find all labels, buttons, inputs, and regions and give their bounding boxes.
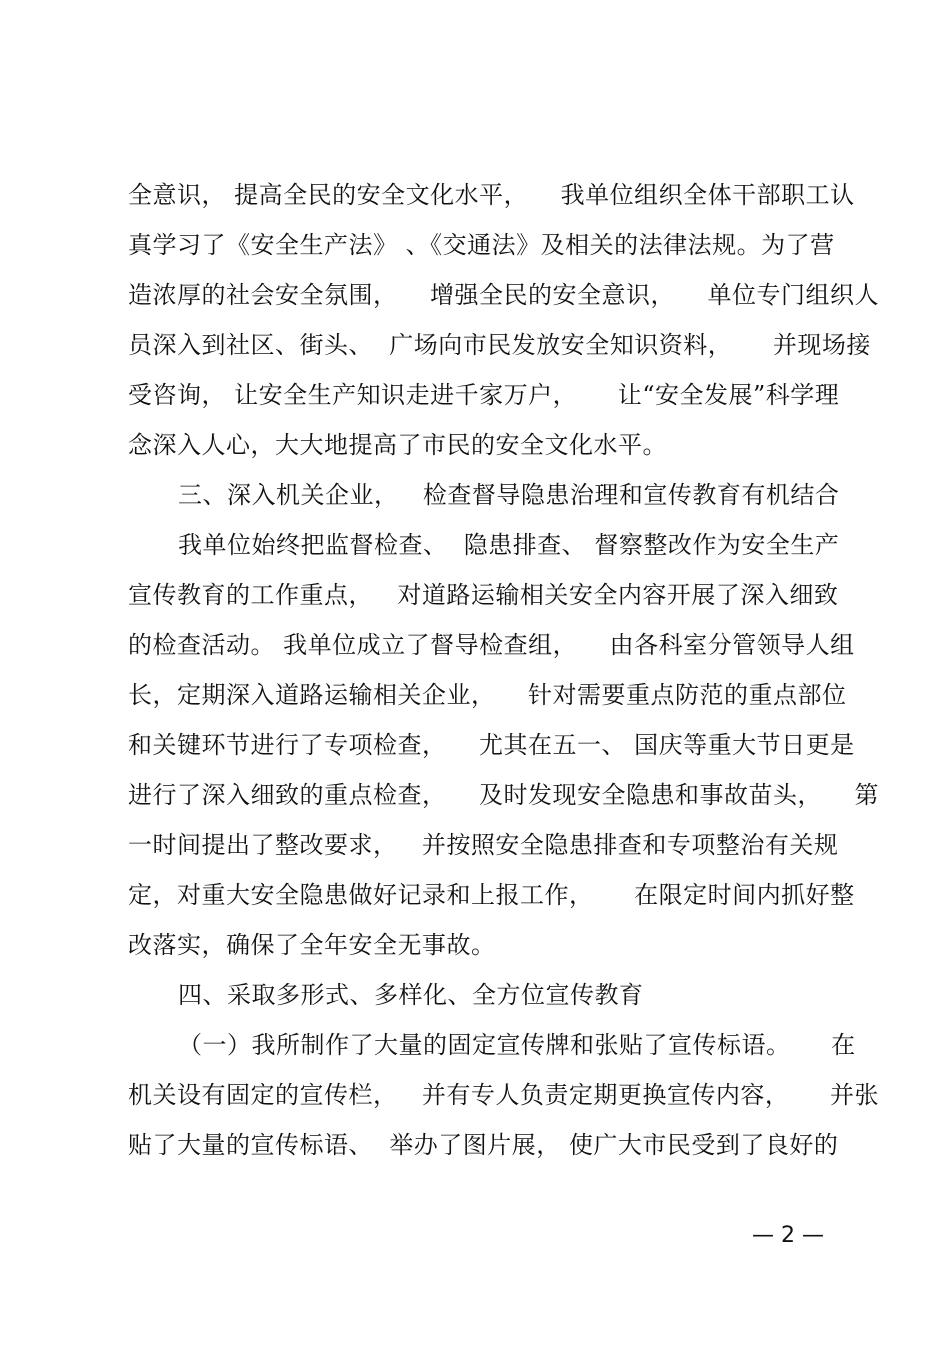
body-text-line: 进行了深入细致的重点检查， 及时发现安全隐患和事故苗头， 第	[128, 781, 880, 809]
body-text-line: 真学习了《安全生产法》 、《交通法》及相关的法律法规。为了营	[128, 231, 835, 259]
body-text-line: 员深入到社区、街头、 广场向市民发放安全知识资料， 并现场接	[128, 331, 871, 359]
body-text-line: 和关键环节进行了专项检查， 尤其在五一、 国庆等重大节日更是	[128, 731, 855, 759]
body-text-line: 念深入人心，大大地提高了市民的安全文化水平。	[128, 431, 667, 459]
body-text-line: （一）我所制作了大量的固定宣传牌和张贴了宣传标语。 在	[178, 1031, 856, 1059]
page-number: — 2 —	[752, 1223, 824, 1248]
body-text-line: 一时间提出了整改要求， 并按照安全隐患排查和专项整治有关规	[128, 831, 839, 859]
body-text-line: 改落实，确保了全年安全无事故。	[128, 931, 496, 959]
body-text-line: 全意识， 提高全民的安全文化水平， 我单位组织全体干部职工认	[128, 181, 855, 209]
section-heading: 三、深入机关企业， 检查督导隐患治理和宣传教育有机结合	[178, 481, 840, 509]
body-text-line: 机关设有固定的宣传栏， 并有专人负责定期更换宣传内容， 并张	[128, 1081, 880, 1109]
section-heading: 四、采取多形式、多样化、全方位宣传教育	[178, 981, 644, 1009]
body-text-line: 我单位始终把监督检查、 隐患排查、 督察整改作为安全生产	[178, 531, 840, 559]
body-text-line: 的检查活动。 我单位成立了督导检查组， 由各科室分管领导人组	[128, 631, 855, 659]
body-text-line: 造浓厚的社会安全氛围， 增强全民的安全意识， 单位专门组织人	[128, 281, 880, 309]
body-text-line: 受咨询， 让安全生产知识走进千家万户， 让“安全发展”科学理	[128, 381, 840, 409]
body-text-line: 贴了大量的宣传标语、 举办了图片展， 使广大市民受到了良好的	[128, 1131, 839, 1159]
body-text-line: 宣传教育的工作重点， 对道路运输相关安全内容开展了深入细致	[128, 581, 839, 609]
body-text-line: 定，对重大安全隐患做好记录和上报工作， 在限定时间内抓好整	[128, 881, 855, 909]
body-text-line: 长，定期深入道路运输相关企业， 针对需要重点防范的重点部位	[128, 681, 847, 709]
